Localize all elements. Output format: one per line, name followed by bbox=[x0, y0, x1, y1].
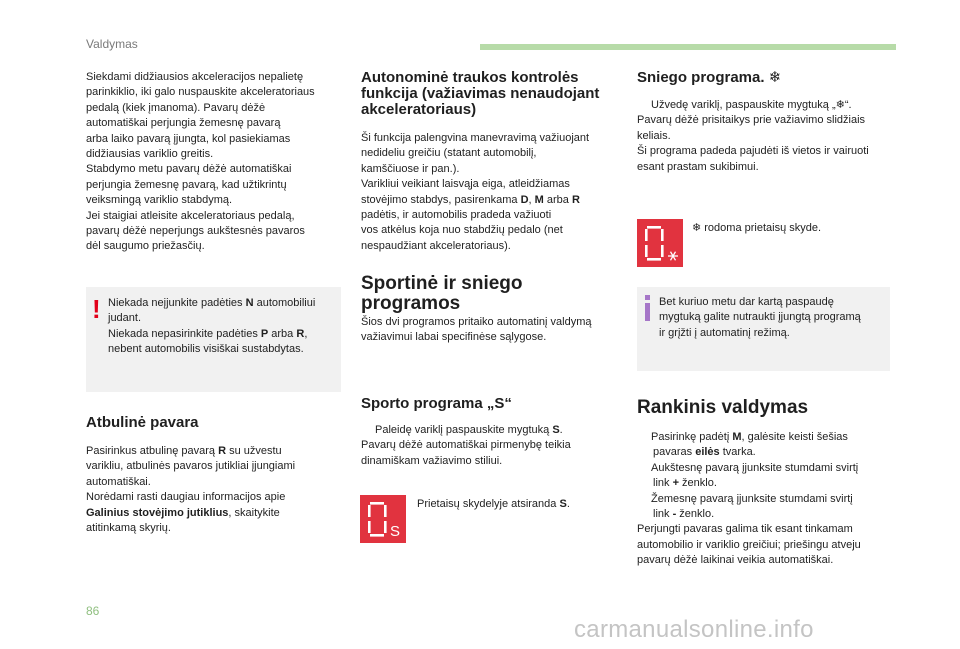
page-number: 86 bbox=[86, 604, 100, 618]
sport-snow-section: Sportinė ir sniego programos Šios dvi programos pritaiko automatinį valdymą važiavimui labai specifinėse sąlygose. bbox=[361, 274, 626, 346]
snow-display-text: ❄ rodoma prietaisų skyde. bbox=[692, 222, 822, 234]
traction-title: Autonominė traukos kontrolės funkcija (važiavimas nenaudojant akceleratoriaus) bbox=[361, 69, 600, 118]
snow-title: Sniego programa. ❄ bbox=[637, 69, 782, 86]
info-icon bbox=[642, 294, 654, 322]
snow-section: Sniego programa. ❄ Užvedę variklį, paspauskite mygtuką „❄“. Pavarų dėžė prisitaikys prie važiavimo slidžiais keliais. Ši programa padeda pajudėti iš vietos ir vairuoti esant prastam sukibimui. bbox=[637, 70, 895, 175]
watermark: carmanualsonline.info bbox=[574, 616, 814, 643]
sport-mode-display-icon bbox=[360, 495, 406, 543]
reverse-section: Atbulinė pavara Pasirinkus atbulinę pavarą R su užvestu varikliu, atbulinės pavaros jutikliai įjungiami automatiškai. Norėdami rasti daugiau informacijos apie Galinius stovėjimo jutiklius, skaitykite atitinkamą skyrių. bbox=[86, 415, 342, 536]
warning-box bbox=[86, 287, 341, 392]
sport-section: Sporto programa „S“ Paleidę variklį paspauskite mygtuką S. Pavarų dėžė automatiškai pirmenybę teikia dinamiškam važiavimo stiliui. bbox=[361, 396, 626, 469]
sport-display-text: Prietaisų skydelyje atsiranda S. bbox=[417, 498, 570, 510]
header-accent-bar bbox=[480, 44, 896, 50]
info-text: Bet kuriuo metu dar kartą paspaudę mygtuką galite nutraukti įjungtą programą ir grįžti į automatinį režimą. bbox=[659, 296, 861, 339]
reverse-title: Atbulinė pavara bbox=[86, 414, 199, 431]
warning-icon: ! bbox=[92, 294, 101, 324]
sport-title: Sporto programa „S“ bbox=[361, 395, 512, 412]
manual-section: Rankinis valdymas Pasirinkę padėtį M, galėsite keisti šešias pavaras eilės tvarka. Aukštesnę pavarą įjunksite stumdami svirtį link + ženklo. Žemesnę pavarą įjunksite stumdami svirtį link - ženklo. Perjungti pavaras galima tik esant tinkamam automobilio ir variklio greičiui; priešingu atveju pavarų dėžė laikinai veikia automatiškai. bbox=[637, 398, 895, 569]
manual-title: Rankinis valdymas bbox=[637, 397, 809, 418]
warning-text: Niekada neįjunkite padėties N automobiliui judant. Niekada nepasirinkite padėties P arba R, nebent automobilis visiškai sustabdytas. bbox=[108, 297, 316, 356]
intro-paragraph: Siekdami didžiausios akceleracijos nepalietę parinkiklio, iki galo nuspauskite akceleratoriaus pedalą (kiek įmanoma). Pavarų dėžė automatiškai perjungia žemesnę pavarą arba laiko pavarą įjungta, kol pasiekiamas didžiausias variklio greitis. Stabdymo metu pavarų dėžė automatiškai perjungia žemesnę pavarą, kad užtikrintų veiksmingą variklio stabdymą. Jei staigiai atleisite akceleratoriaus pedalą, pavarų dėžė neperjungs aukštesnės pavaros dėl saugumo priežasčių. bbox=[86, 71, 315, 253]
section-label: Valdymas bbox=[86, 37, 138, 51]
info-box bbox=[637, 287, 890, 371]
snow-mode-display-icon bbox=[637, 219, 683, 267]
svg-text:S: S bbox=[390, 523, 401, 540]
sport-snow-title: Sportinė ir sniego programos bbox=[361, 273, 523, 314]
traction-section: Autonominė traukos kontrolės funkcija (važiavimas nenaudojant akceleratoriaus) Ši funkcija palengvina manevravimą važiuojant nedideliu greičiu (statant automobilį, kamščiuose ir pan.). Varikliui veikiant laisvąja eiga, atleidžiamas stovėjimo stabdys, pasirenkama D, M arba R padėtis, ir automobilis pradeda važiuoti vos atkėlus koja nuo stabdžių pedalo (net nespaudžiant akceleratoriaus). bbox=[361, 70, 626, 254]
